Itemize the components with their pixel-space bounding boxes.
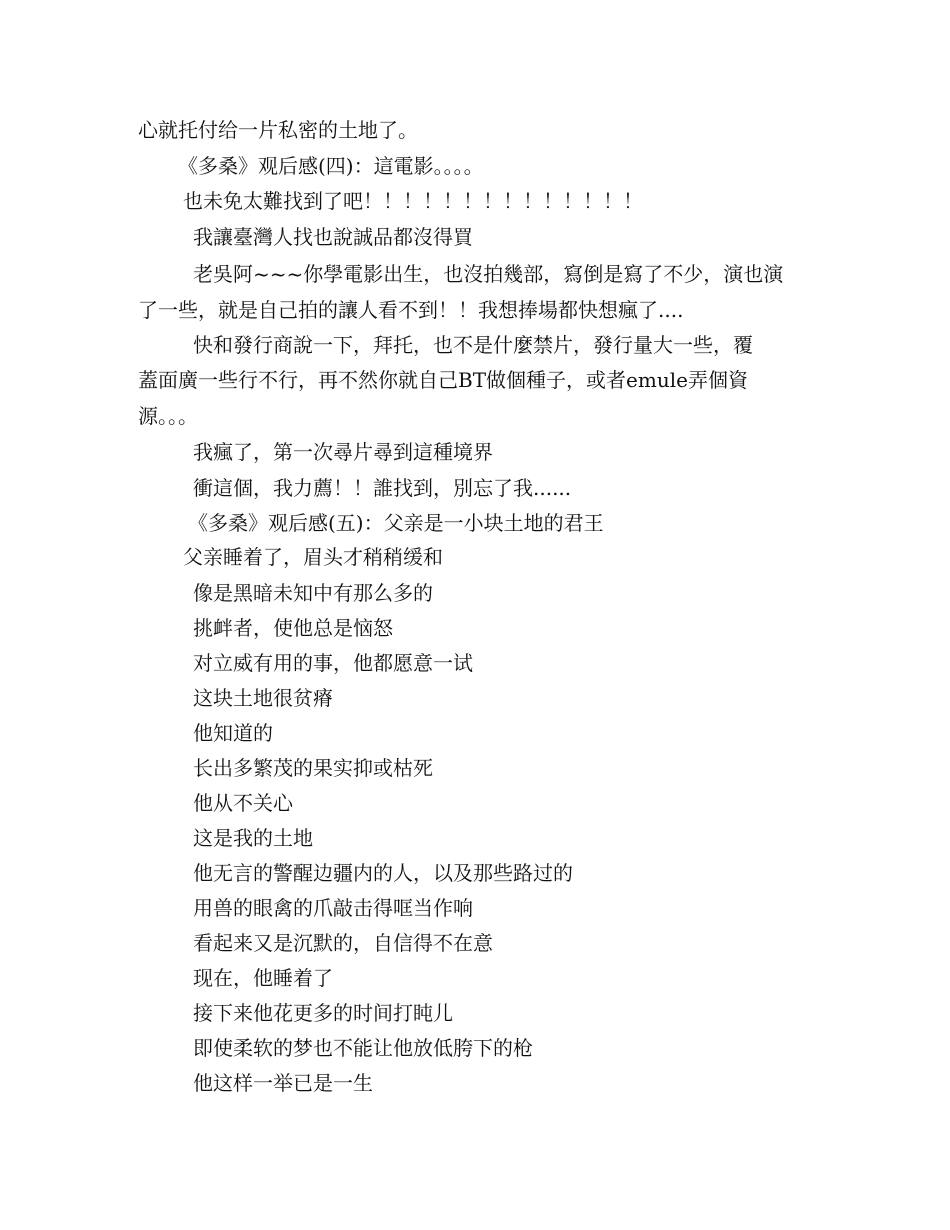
text-line-5: 老吳阿~~~你學電影出生，也沒拍幾部，寫倒是寫了不少，演也演 — [193, 262, 784, 286]
text-line-14: 像是黑暗未知中有那么多的 — [193, 581, 433, 605]
text-line-21: 这是我的土地 — [193, 826, 313, 850]
text-line-25: 现在，他睡着了 — [193, 966, 333, 990]
text-line-17: 这块土地很贫瘠 — [193, 686, 333, 710]
text-line-7: 快和發行商說一下，拜托，也不是什麼禁片，發行量大一些，覆 — [193, 333, 753, 357]
text-line-8: 蓋面廣一些行不行，再不然你就自己BT做個種子，或者emule弄個資 — [138, 368, 748, 392]
text-line-23: 用兽的眼禽的爪敲击得哐当作响 — [193, 896, 473, 920]
text-line-15: 挑衅者，使他总是恼怒 — [193, 616, 393, 640]
text-line-10: 我瘋了，第一次尋片尋到這種境界 — [193, 440, 493, 464]
text-line-20: 他从不关心 — [193, 791, 293, 815]
text-line-9: 源。。。 — [138, 404, 198, 428]
text-line-26: 接下来他花更多的时间打盹儿 — [193, 1001, 453, 1025]
section-heading-5: 《多桑》观后感(五)：父亲是一小块土地的君王 — [188, 511, 604, 535]
text-line-4: 我讓臺灣人找也說誠品都沒得買 — [193, 225, 473, 249]
text-line-24: 看起来又是沉默的，自信得不在意 — [193, 931, 493, 955]
text-line-27: 即使柔软的梦也不能让他放低胯下的枪 — [193, 1036, 533, 1060]
text-line-1: 心就托付给一片私密的土地了。 — [138, 118, 418, 142]
text-line-6: 了一些，就是自己拍的讓人看不到！！我想捧場都快想瘋了.... — [138, 298, 684, 322]
text-line-16: 对立威有用的事，他都愿意一试 — [193, 651, 473, 675]
text-line-22: 他无言的警醒边疆内的人，以及那些路过的 — [193, 861, 573, 885]
text-line-19: 长出多繁茂的果实抑或枯死 — [193, 756, 433, 780]
text-line-18: 他知道的 — [193, 721, 273, 745]
text-line-28: 他这样一举已是一生 — [193, 1071, 373, 1095]
text-line-13: 父亲睡着了，眉头才稍稍缓和 — [183, 545, 443, 569]
text-line-11: 衝這個，我力薦！！誰找到，別忘了我...... — [193, 476, 572, 500]
section-heading-4: 《多桑》观后感(四)：這電影。。。。 — [178, 154, 484, 178]
text-line-3: 也未免太難找到了吧！！！！！！！！！！！！！！ — [183, 189, 643, 213]
